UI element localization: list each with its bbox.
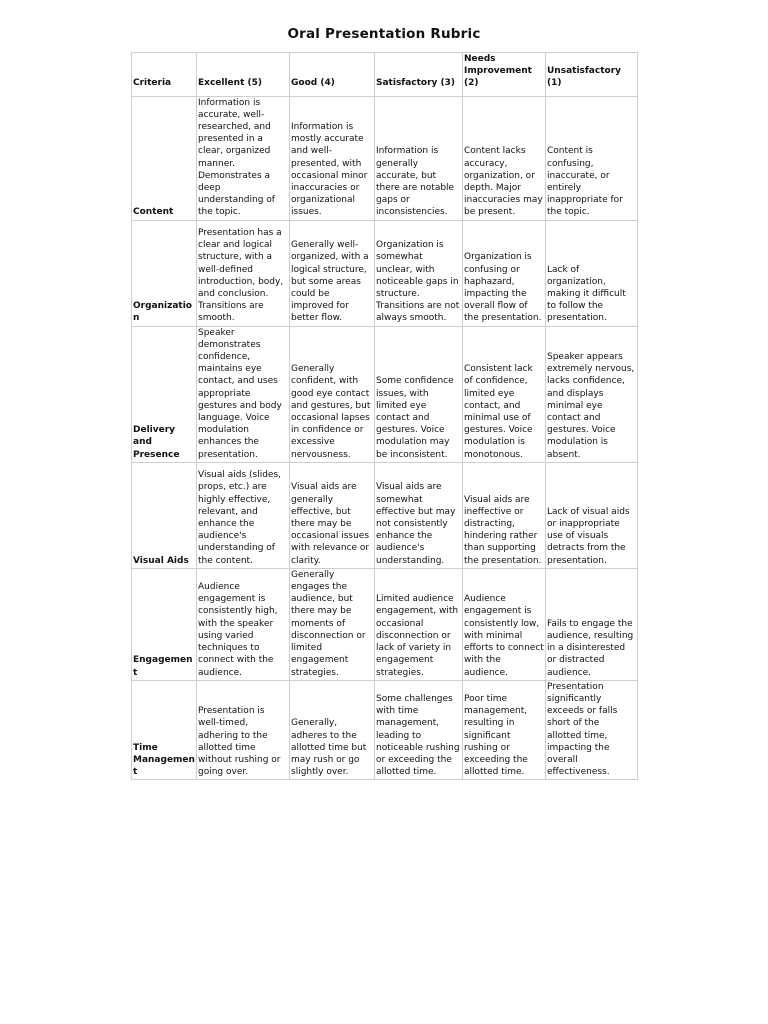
needs-improvement-cell: Visual aids are ineffective or distracting, hindering rather than supporting the presentation. [463, 462, 546, 568]
table-header-row [132, 53, 638, 97]
satisfactory-cell: Organization is somewhat unclear, with noticeable gaps in structure. Transitions are not always smooth. [375, 220, 463, 326]
excellent-cell: Presentation has a clear and logical structure, with a well-defined introduction, body, and conclusion. Transitions are smooth. [197, 220, 290, 326]
good-cell: Generally engages the audience, but there may be moments of disconnection or limited engagement strategies. [290, 568, 375, 680]
criteria-cell: Content [132, 96, 197, 220]
header-good: Good (4) [290, 53, 375, 97]
unsatisfactory-cell: Speaker appears extremely nervous, lacks confidence, and displays minimal eye contact and gestures. Voice modulation is absent. [546, 326, 638, 462]
header-needs-improvement: Needs Improvement (2) [463, 53, 546, 97]
good-cell: Generally, adheres to the allotted time but may rush or go slightly over. [290, 680, 375, 780]
unsatisfactory-cell: Lack of organization, making it difficult to follow the presentation. [546, 220, 638, 326]
table-row [132, 96, 638, 220]
unsatisfactory-cell: Fails to engage the audience, resulting in a disinterested or distracted audience. [546, 568, 638, 680]
needs-improvement-cell: Audience engagement is consistently low, with minimal efforts to connect with the audience. [463, 568, 546, 680]
criteria-cell: Visual Aids [132, 462, 197, 568]
table-row [132, 462, 638, 568]
unsatisfactory-cell: Lack of visual aids or inappropriate use of visuals detracts from the presentation. [546, 462, 638, 568]
page-title: Oral Presentation Rubric [287, 26, 481, 42]
header-satisfactory: Satisfactory (3) [375, 53, 463, 97]
needs-improvement-cell: Consistent lack of confidence, limited eye contact, and minimal use of gestures. Voice modulation is monotonous. [463, 326, 546, 462]
unsatisfactory-cell: Content is confusing, inaccurate, or entirely inappropriate for the topic. [546, 96, 638, 220]
unsatisfactory-cell: Presentation significantly exceeds or falls short of the allotted time, impacting the overall effectiveness. [546, 680, 638, 780]
criteria-cell: Delivery and Presence [132, 326, 197, 462]
header-excellent: Excellent (5) [197, 53, 290, 97]
good-cell: Generally well-organized, with a logical structure, but some areas could be improved for better flow. [290, 220, 375, 326]
table-row [132, 680, 638, 780]
needs-improvement-cell: Organization is confusing or haphazard, impacting the overall flow of the presentation. [463, 220, 546, 326]
excellent-cell: Presentation is well-timed, adhering to the allotted time without rushing or going over. [197, 680, 290, 780]
criteria-cell: Time Management [132, 680, 197, 780]
table-row [132, 326, 638, 462]
good-cell: Visual aids are generally effective, but there may be occasional issues with relevance or clarity. [290, 462, 375, 568]
good-cell: Information is mostly accurate and well-presented, with occasional minor inaccuracies or organizational issues. [290, 96, 375, 220]
table-row [132, 568, 638, 680]
good-cell: Generally confident, with good eye contact and gestures, but occasional lapses in confidence or excessive nervousness. [290, 326, 375, 462]
excellent-cell: Visual aids (slides, props, etc.) are highly effective, relevant, and enhance the audience's understanding of the content. [197, 462, 290, 568]
satisfactory-cell: Limited audience engagement, with occasional disconnection or lack of variety in engagement strategies. [375, 568, 463, 680]
satisfactory-cell: Visual aids are somewhat effective but may not consistently enhance the audience's understanding. [375, 462, 463, 568]
satisfactory-cell: Some confidence issues, with limited eye contact and gestures. Voice modulation may be inconsistent. [375, 326, 463, 462]
satisfactory-cell: Information is generally accurate, but there are notable gaps or inconsistencies. [375, 96, 463, 220]
satisfactory-cell: Some challenges with time management, leading to noticeable rushing or exceeding the allotted time. [375, 680, 463, 780]
needs-improvement-cell: Poor time management, resulting in significant rushing or exceeding the allotted time. [463, 680, 546, 780]
table-row [132, 220, 638, 326]
rubric-table [131, 52, 638, 780]
excellent-cell: Information is accurate, well-researched, and presented in a clear, organized manner. Demonstrates a deep understanding of the topic. [197, 96, 290, 220]
criteria-cell: Engagement [132, 568, 197, 680]
header-criteria: Criteria [132, 53, 197, 97]
needs-improvement-cell: Content lacks accuracy, organization, or depth. Major inaccuracies may be present. [463, 96, 546, 220]
header-unsatisfactory: Unsatisfactory (1) [546, 53, 638, 97]
excellent-cell: Audience engagement is consistently high, with the speaker using varied techniques to connect with the audience. [197, 568, 290, 680]
criteria-cell: Organization [132, 220, 197, 326]
excellent-cell: Speaker demonstrates confidence, maintains eye contact, and uses appropriate gestures and body language. Voice modulation enhances the presentation. [197, 326, 290, 462]
